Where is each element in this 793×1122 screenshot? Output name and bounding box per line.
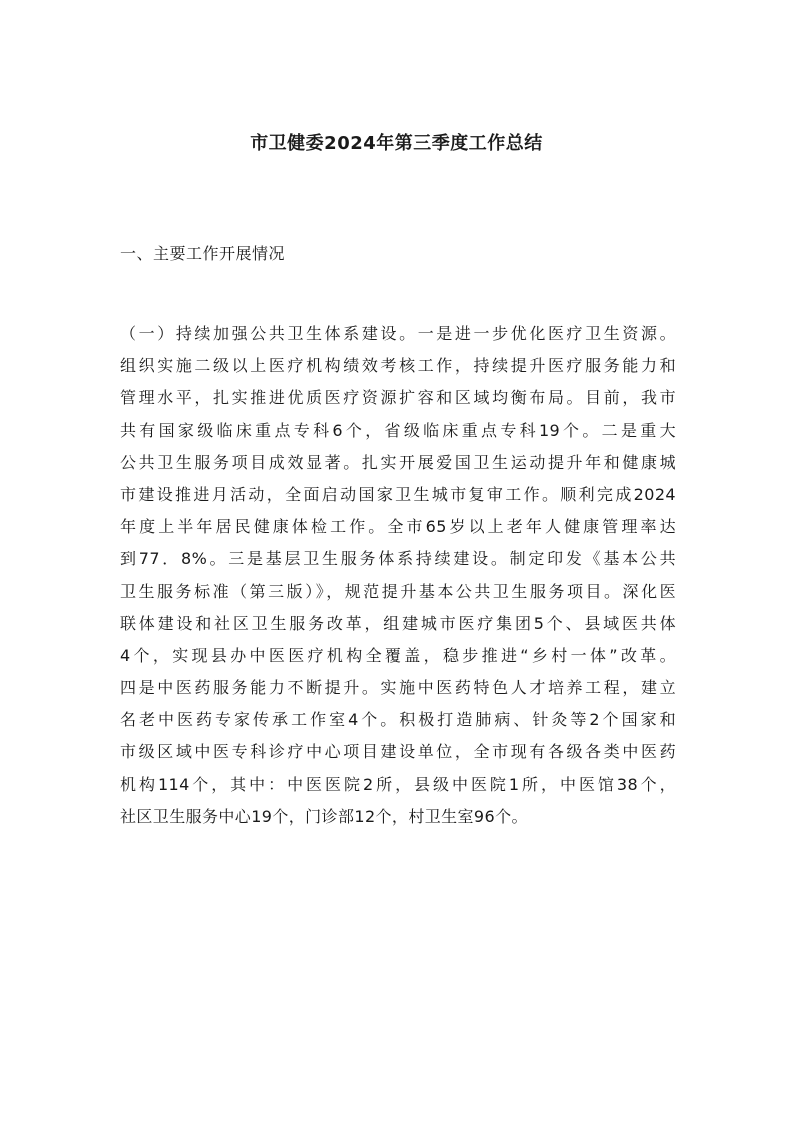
section-heading: 一、主要工作开展情况 [120, 244, 286, 263]
paragraph-line: 联体建设和社区卫生服务改革，组建城市医疗集团5个、县域医共体 [120, 613, 676, 633]
paragraph-line: 机构114个，其中：中医医院2所，县级中医院1所，中医馆38个， [120, 774, 676, 794]
paragraph-line: 组织实施二级以上医疗机构绩效考核工作，持续提升医疗服务能力和 [120, 356, 676, 376]
paragraph-line: 社区卫生服务中心19个，门诊部12个，村卫生室96个。 [120, 806, 528, 826]
body-paragraph [120, 318, 676, 833]
paragraph-line: （一）持续加强公共卫生体系建设。一是进一步优化医疗卫生资源。 [120, 324, 676, 343]
paragraph-line: 4个，实现县办中医医疗机构全覆盖，稳步推进“乡村一体”改革。 [120, 645, 676, 665]
paragraph-line: 公共卫生服务项目成效显著。扎实开展爱国卫生运动提升年和健康城 [120, 452, 676, 472]
document-title: 市卫健委2024年第三季度工作总结 [250, 133, 543, 154]
paragraph-line: 到77．8%。三是基层卫生服务体系持续建设。制定印发《基本公共 [120, 549, 676, 569]
paragraph-line: 名老中医药专家传承工作室4个。积极打造肺病、针灸等2个国家和 [120, 710, 676, 730]
paragraph-line: 市级区域中医专科诊疗中心项目建设单位，全市现有各级各类中医药 [120, 742, 676, 762]
paragraph-line: 卫生服务标准（第三版）》，规范提升基本公共卫生服务项目。深化医 [120, 581, 676, 601]
paragraph-line: 四是中医药服务能力不断提升。实施中医药特色人才培养工程，建立 [120, 678, 676, 698]
paragraph-line: 共有国家级临床重点专科6个，省级临床重点专科19个。二是重大 [120, 420, 676, 440]
paragraph-line: 市建设推进月活动，全面启动国家卫生城市复审工作。顺利完成2024 [120, 484, 676, 504]
paragraph-line: 管理水平，扎实推进优质医疗资源扩容和区域均衡布局。目前，我市 [120, 388, 676, 408]
paragraph-line: 年度上半年居民健康体检工作。全市65岁以上老年人健康管理率达 [120, 517, 676, 537]
